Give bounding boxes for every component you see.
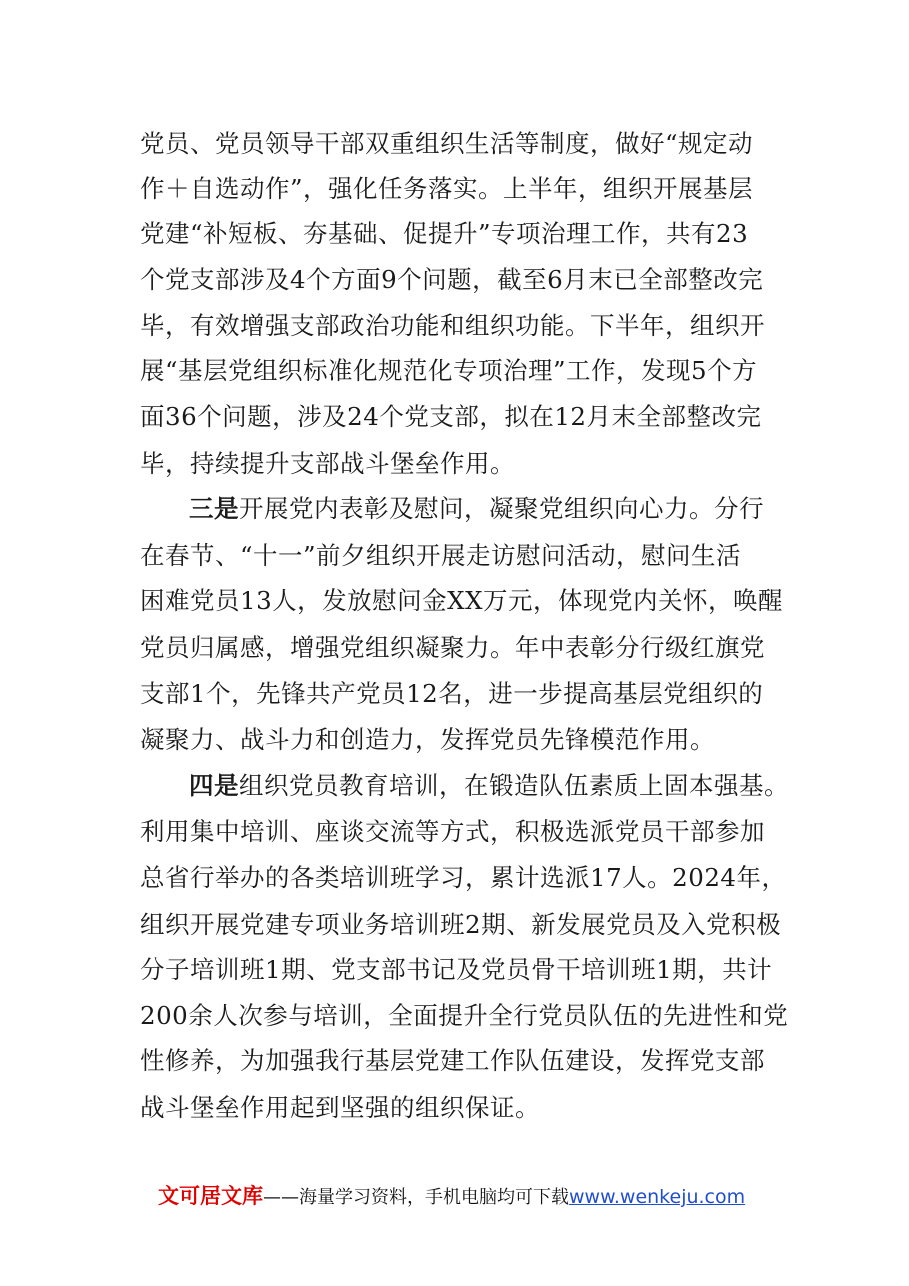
paragraph-line: 组织开展党建专项业务培训班2期、新发展党员及入党积极 — [140, 910, 782, 939]
paragraph-line: 党员归属感，增强党组织凝聚力。年中表彰分行级红旗党 — [140, 633, 765, 662]
paragraph-line: 毕，有效增强支部政治功能和组织功能。下半年，组织开 — [140, 311, 765, 340]
footer-brand: 文可居文库 — [158, 1184, 263, 1208]
paragraph-3-first-text: 开展党内表彰及慰问，凝聚党组织向心力。分行 — [239, 494, 764, 523]
paragraph-line: 支部1个，先锋共产党员12名，进一步提高基层党组织的 — [140, 679, 764, 708]
footer-link[interactable]: www.wenkeju.com — [569, 1186, 746, 1208]
paragraph-line: 面36个问题，涉及24个党支部，拟在12月末全部整改完 — [140, 402, 762, 431]
footer-banner — [158, 1182, 745, 1212]
paragraph-line: 毕，持续提升支部战斗堡垒作用。 — [140, 449, 515, 478]
paragraph-line: 党建“补短板、夯基础、促提升”专项治理工作，共有23 — [140, 219, 749, 248]
paragraph-line: 性修养，为加强我行基层党建工作队伍建设，发挥党支部 — [140, 1046, 765, 1075]
paragraph-4-first-line — [189, 771, 789, 801]
paragraph-line: 展“基层党组织标准化规范化专项治理”工作，发现5个方 — [140, 356, 758, 385]
paragraph-3-first-line — [189, 494, 764, 524]
paragraph-line: 战斗堡垒作用起到坚强的组织保证。 — [140, 1093, 540, 1122]
paragraph-line: 党员、党员领导干部双重组织生活等制度，做好“规定动 — [140, 129, 754, 158]
paragraph-line: 个党支部涉及4个方面9个问题，截至6月末已全部整改完 — [140, 265, 764, 294]
paragraph-line: 作＋自选动作”，强化任务落实。上半年，组织开展基层 — [140, 174, 754, 203]
paragraph-line: 在春节、“十一”前夕组织开展走访慰问活动，慰问生活 — [140, 541, 742, 570]
footer-slogan: ——海量学习资料，手机电脑均可下载 — [263, 1187, 569, 1208]
paragraph-line: 总省行举办的各类培训班学习，累计选派17人。2024年， — [140, 863, 787, 892]
paragraph-line: 凝聚力、战斗力和创造力，发挥党员先锋模范作用。 — [140, 725, 715, 754]
paragraph-line: 分子培训班1期、党支部书记及党员骨干培训班1期，共计 — [140, 955, 773, 984]
paragraph-3-lead: 三是 — [189, 494, 239, 523]
paragraph-4-first-text: 组织党员教育培训，在锻造队伍素质上固本强基。 — [239, 771, 789, 800]
paragraph-4-lead: 四是 — [189, 771, 239, 800]
paragraph-line: 200余人次参与培训，全面提升全行党员队伍的先进性和党 — [140, 1001, 789, 1030]
paragraph-line: 利用集中培训、座谈交流等方式，积极选派党员干部参加 — [140, 817, 765, 846]
paragraph-line: 困难党员13人，发放慰问金XX万元，体现党内关怀，唤醒 — [140, 586, 784, 615]
